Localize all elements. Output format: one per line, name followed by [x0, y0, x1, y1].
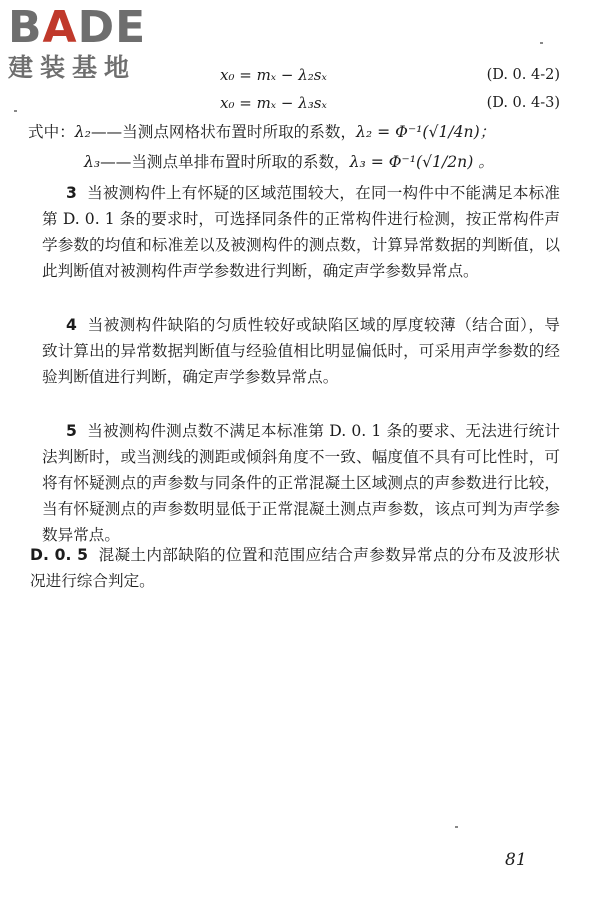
equation-d043	[220, 92, 560, 114]
scan-speck	[14, 110, 17, 112]
equation-text: x₀ = mₓ − λ₂sₓ	[220, 66, 327, 84]
item-5-paragraph	[42, 418, 560, 548]
logo-wordmark: BADE	[8, 2, 147, 53]
page-number: 81	[505, 850, 527, 870]
equation-text: x₀ = mₓ − λ₃sₓ	[220, 94, 327, 112]
item-number: 4	[66, 316, 77, 334]
clause-number: D. 0. 5	[30, 546, 89, 564]
equation-ref: (D. 0. 4-2)	[486, 67, 560, 83]
item-number: 3	[66, 184, 77, 202]
watermark-logo	[8, 2, 146, 82]
item-number: 5	[66, 422, 77, 440]
clause-d05	[30, 542, 560, 594]
item-text: 当被测构件测点数不满足本标准第 D. 0. 1 条的要求、无法进行统计法判断时，或当测线的测距或倾斜角度不一致、幅度值不具有可比性时，可将有怀疑测点的声参数与同条件的正常混凝土区域测点的声参数进行比较，当有怀疑测点的声参数明显低于正常混凝土测点声参数，该点可判为声学参数异常点。	[42, 422, 561, 544]
scan-speck	[540, 42, 543, 44]
scan-speck	[455, 826, 458, 828]
clause-text: 混凝土内部缺陷的位置和范围应结合声参数异常点的分布及波形状况进行综合判定。	[30, 546, 560, 590]
equation-d042	[220, 64, 560, 86]
equation-ref: (D. 0. 4-3)	[486, 95, 560, 111]
item-text: 当被测构件上有怀疑的区域范围较大，在同一构件中不能满足本标准第 D. 0. 1 条的要求时，可选择同条件的正常构件进行检测，按正常构件声学参数的均值和标准差以及被测构件的测点数，计算异常数据的判断值，以此判断值对被测构件声学参数进行判断，确定声学参数异常点。	[42, 184, 560, 280]
item-3-paragraph	[42, 180, 560, 284]
where-lambda3: λ₃——当测点单排布置时所取的系数，λ₃ = Φ⁻¹(√1/2n) 。	[84, 153, 494, 171]
item-4-paragraph	[42, 312, 560, 390]
logo-subtitle: 建装基地	[8, 53, 137, 82]
item-text: 当被测构件缺陷的匀质性较好或缺陷区域的厚度较薄（结合面），导致计算出的异常数据判断值与经验值相比明显偏低时，可采用声学参数的经验判断值进行判断，确定声学参数异常点。	[42, 316, 560, 386]
where-lambda2: 式中：λ₂——当测点网格状布置时所取的系数，λ₂ = Φ⁻¹(√1/4n)；	[28, 123, 496, 141]
